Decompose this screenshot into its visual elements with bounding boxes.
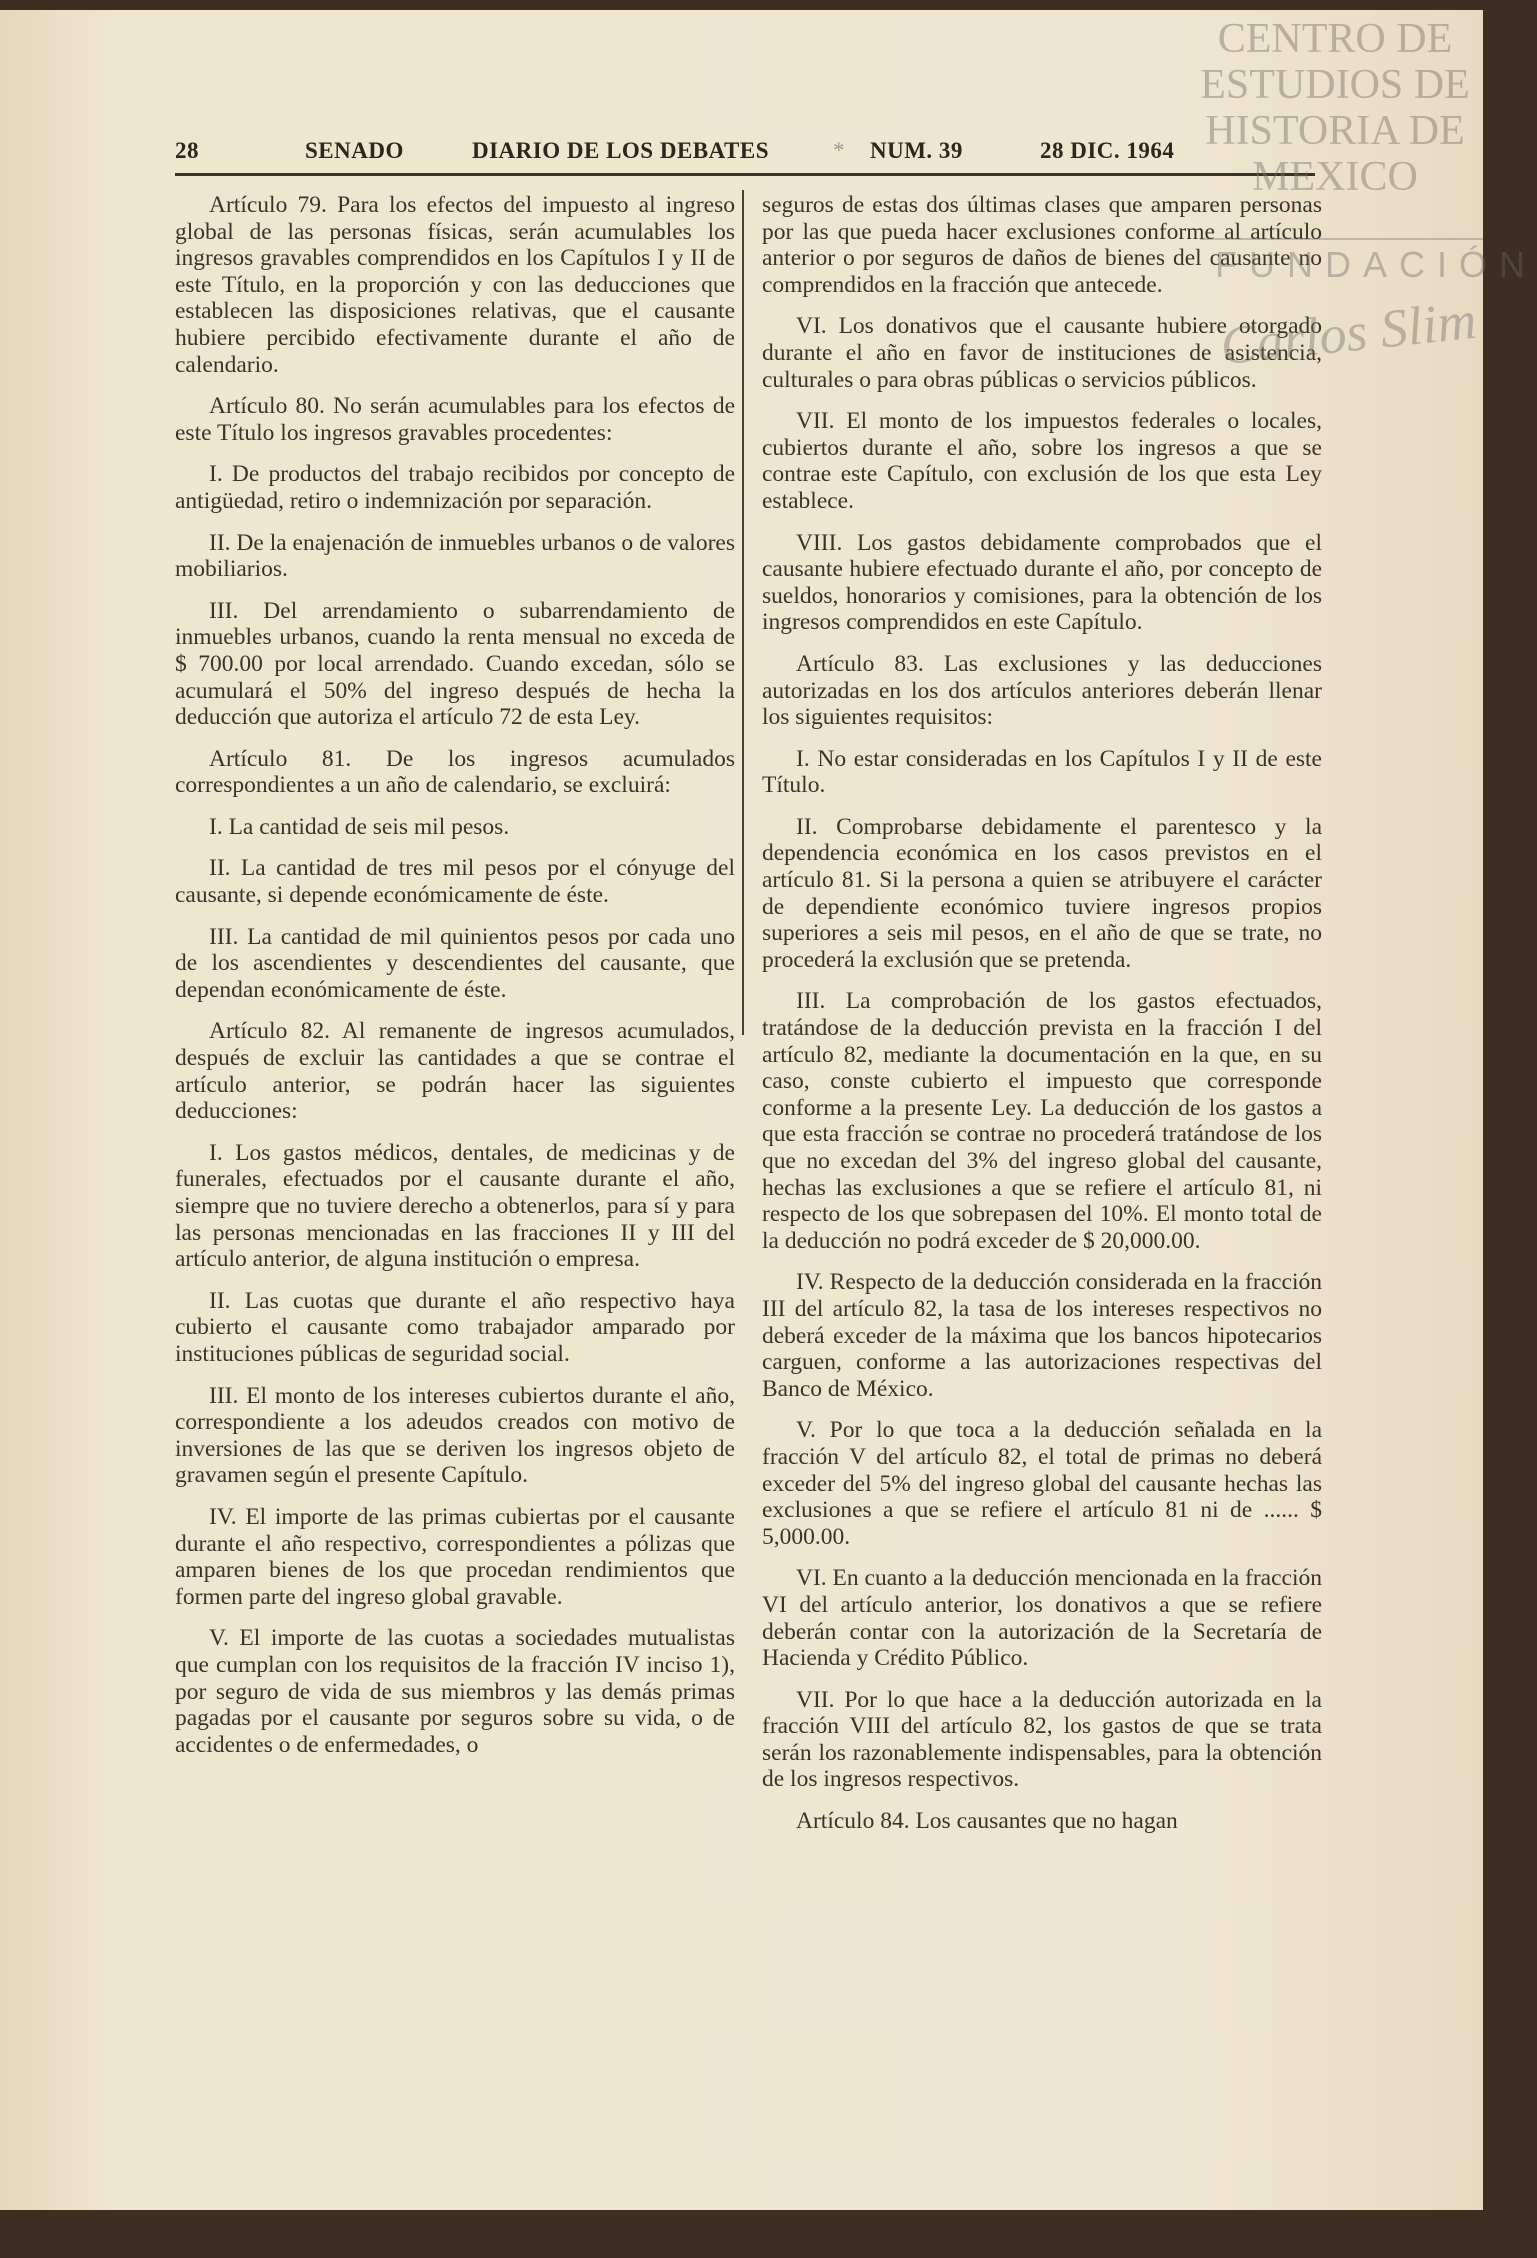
page-header <box>175 130 1315 166</box>
paragraph: II. De la enajenación de inmuebles urbanos o de valores mobiliarios. <box>175 529 735 583</box>
issue-number: NUM. 39 <box>870 138 963 163</box>
column-divider <box>742 190 744 1035</box>
paragraph: VII. El monto de los impuestos federales o locales, cubiertos durante el año, sobre los ingresos a que se contrae este Capítulo, con exclusión de los que esta Ley establece. <box>762 408 1322 514</box>
watermark-signature: Carlos Slim <box>1217 289 1479 377</box>
paragraph: I. Los gastos médicos, dentales, de medicinas y de funerales, efectuados por el causante durante el año, siempre que no tuviere derecho a obtenerlos, para sí y para las personas mencionadas en las fracciones II y III del artículo anterior, de alguna institución o empresa. <box>175 1139 735 1273</box>
publication-title: DIARIO DE LOS DEBATES <box>472 138 770 163</box>
document-page <box>0 10 1537 2210</box>
paragraph: Artículo 80. No serán acumulables para los efectos de este Título los ingresos gravables procedentes: <box>175 393 735 446</box>
paragraph: I. De productos del trabajo recibidos por concepto de antigüedad, retiro o indemnización por separación. <box>175 461 735 514</box>
paragraph: Artículo 84. Los causantes que no hagan <box>796 1808 1178 1835</box>
paragraph: VIII. Los gastos debidamente comprobados que el causante hubiere efectuado durante el año, por concepto de sueldos, honorarios y comisiones, para la obtención de los ingresos comprendidos en este Capítulo. <box>762 529 1322 636</box>
watermark-institution: CENTRO DE ESTUDIOS DE HISTORIA DE MEXICO <box>1200 16 1470 200</box>
paragraph: V. Por lo que toca a la deducción señalada en la fracción V del artículo 82, el total de primas no deberá exceder del 5% del ingreso global del causante hechas las exclusiones a que se refiere el artículo 81 ni de ...... $ 5,000.00. <box>762 1417 1322 1550</box>
paragraph: III. Del arrendamiento o subarrendamiento de inmuebles urbanos, cuando la renta mensual no exceda de $ 700.00 por local arrendado. Cuando excedan, sólo se acumulará el 50% del ingreso después de hecha la deducción que autoriza el artículo 72 de esta Ley. <box>175 597 735 731</box>
paragraph: Artículo 82. Al remanente de ingresos acumulados, después de excluir las cantidades a que se contrae el artículo anterior, se podrán hacer las siguientes deducciones: <box>175 1018 735 1125</box>
paragraph: III. El monto de los intereses cubiertos durante el año, correspondiente a los adeudos creados con motivo de inversiones de las que se deriven los ingresos objeto de gravamen según el presente Capítulo. <box>175 1382 735 1489</box>
paragraph: III. La cantidad de mil quinientos pesos por cada uno de los ascendientes y descendientes del causante, que dependan económicamente de éste. <box>175 923 735 1003</box>
paragraph: II. Las cuotas que durante el año respectivo haya cubierto el causante como trabajador amparado por instituciones públicas de seguridad social. <box>175 1287 735 1367</box>
paragraph: I. No estar consideradas en los Capítulos I y II de este Título. <box>762 745 1322 799</box>
paragraph: seguros de estas dos últimas clases que amparen personas por las que pueda hacer exclusiones conforme al artículo anterior o por seguros de daños de bienes del causante no comprendidos en la fracción que antecede. <box>762 192 1322 298</box>
paragraph: II. La cantidad de tres mil pesos por el cónyuge del causante, si depende económicamente de éste. <box>175 855 735 909</box>
paragraph: I. La cantidad de seis mil pesos. <box>209 813 510 840</box>
right-column <box>762 192 1322 1850</box>
paragraph: VI. Los donativos que el causante hubiere otorgado durante el año en favor de instituciones de asistencia, culturales o para obras públicas o servicios públicos. <box>762 313 1322 393</box>
left-column <box>175 192 735 1773</box>
watermark-line <box>1200 238 1483 240</box>
paragraph: Artículo 81. De los ingresos acumulados correspondientes a un año de calendario, se excluirá: <box>175 745 735 799</box>
paragraph: V. El importe de las cuotas a sociedades mutualistas que cumplan con los requisitos de la fracción IV inciso 1), por seguro de vida de sus miembros y las demás primas pagadas por el causante por seguros sobre su vida, o de accidentes o de enfermedades, o <box>175 1625 735 1758</box>
watermark-foundation: FUNDACIÓN <box>1215 244 1537 285</box>
paragraph: Artículo 79. Para los efectos del impuesto al ingreso global de las personas físicas, serán acumulables los ingresos gravables comprendidos en los Capítulos I y II de este Título, en la proporción y con las deducciones que establecen las disposiciones relativas, que el causante hubiere percibido efectivamente durante el año de calendario. <box>175 192 735 378</box>
paragraph: IV. El importe de las primas cubiertas por el causante durante el año respectivo, correspondientes a pólizas que amparen bienes de los que procedan rendimientos que formen parte del ingreso global gravable. <box>175 1503 735 1610</box>
header-separator: * <box>833 138 845 163</box>
paragraph: II. Comprobarse debidamente el parentesco y la dependencia económica en los casos previstos en el artículo 81. Si la persona a quien se atribuyere el carácter de dependiente económico tuviere ingresos propios superiores a seis mil pesos, en el año de que se trate, no procederá la exclusión que se pretenda. <box>762 813 1322 973</box>
header-rule <box>175 173 1315 176</box>
paragraph: VI. En cuanto a la deducción mencionada en la fracción VI del artículo anterior, los donativos a que se refiere deberán contar con la autorización de la Secretaría de Hacienda y Crédito Público. <box>762 1565 1322 1672</box>
paragraph: Artículo 83. Las exclusiones y las deducciones autorizadas en los dos artículos anteriores deberán llenar los siguientes requisitos: <box>762 650 1322 731</box>
issue-date: 28 DIC. 1964 <box>1040 138 1175 163</box>
paragraph: IV. Respecto de la deducción considerada en la fracción III del artículo 82, la tasa de los intereses respectivos no deberá exceder de la máxima que los bancos hipotecarios carguen, conforme a las autorizaciones respectivas del Banco de México. <box>762 1269 1322 1402</box>
page-number: 28 <box>175 138 199 163</box>
paragraph: VII. Por lo que hace a la deducción autorizada en la fracción VIII del artículo 82, los gastos de que se trata serán los razonablemente indispensables, para la obtención de los ingresos respectivos. <box>762 1686 1322 1793</box>
scan-border <box>0 2210 1483 2258</box>
paragraph: III. La comprobación de los gastos efectuados, tratándose de la deducción prevista en la fracción I del artículo 82, mediante la documentación en la que, en su caso, conste cubierto el impuesto que corresponde conforme a la presente Ley. La deducción de los gastos a que esta fracción se contrae no procederá tratándose de los que no excedan del 3% del ingreso global del causante, hechas las exclusiones a que se refiere el artículo 81, ni respecto de los que sobrepasen del 10%. El monto total de la deducción no podrá exceder de $ 20,000.00. <box>762 988 1322 1254</box>
chamber-name: SENADO <box>305 138 404 163</box>
